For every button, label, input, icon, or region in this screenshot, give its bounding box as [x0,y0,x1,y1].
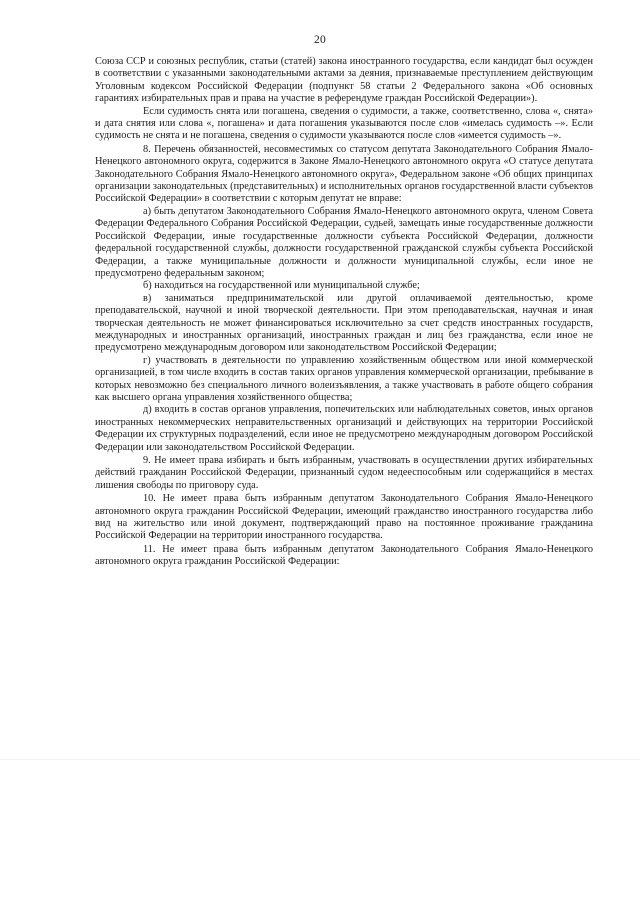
document-body [95,56,593,569]
blank-margin [0,760,640,905]
paragraph-item-8: 8. Перечень обязанностей, несовместимых со статусом депутата Законодательного Собрания Ямало-Ненецкого автономного округа, содержится в Законе Ямало-Ненецкого автономного округа «О статусе депутата Законодательного Собрания Ямало-Ненецкого автономного округа», Федеральном законе «Об общих принципах организации законодательных (представительных) и исполнительных органов государственной власти субъектов Российской Федерации» в соответствии с которым депутат не вправе: [95,143,593,205]
page-number: 20 [313,34,327,46]
paragraph-continuation: Союза ССР и союзных республик, статьи (статей) закона иностранного государства, если кандидат был осужден в соответствии с указанными законодательными актами за деяния, признаваемые преступлением действующим Уголовным кодексом Российской Федерации (подпункт 58 статьи 2 Федерального закона «Об основных гарантиях избирательных прав и права на участие в референдуме граждан Российской Федерации»). [95,56,593,105]
paragraph-item-8g: г) участвовать в деятельности по управлению хозяйственным обществом или иной коммерческой организацией, в том числе входить в состав таких органов управления коммерческой организации, пребывание в которых невозможно без специального личного волеизъявления, а также участвовать в работе общего собрания как высшего органа управления хозяйственного общества; [95,354,593,403]
paragraph-item-8v: в) заниматься предпринимательской или другой оплачиваемой деятельностью, кроме преподавательской, научной и иной творческой деятельности. При этом преподавательская, научная и иная творческая деятельность не может финансироваться исключительно за счет средств иностранных государств, международных и иностранных организаций, иностранных граждан и лиц без гражданства, если иное не предусмотрено международным договором или законодательством Российской Федерации; [95,292,593,354]
paragraph-item-9: 9. Не имеет права избирать и быть избранным, участвовать в осуществлении других избирательных действий гражданин Российской Федерации, признанный судом недееспособным или содержащийся в местах лишения свободы по приговору суда. [95,455,593,491]
paragraph-item-10: 10. Не имеет права быть избранным депутатом Законодательного Собрания Ямало-Ненецкого автономного округа гражданин Российской Федерации, имеющий гражданство иностранного государства либо вид на жительство или иной документ, подтверждающий право на постоянное проживание гражданина Российской Федерации на территории иностранного государства. [95,493,593,542]
paragraph-criminal-record: Если судимость снята или погашена, сведения о судимости, а также, соответственно, слова «, снята» и дата снятия или слова «, погашена» и дата погашения указываются после слов «имелась судимость –». Если судимость не снята и не погашена, сведения о судимости указываются после слов «имеется судимость –». [95,105,593,142]
paragraph-item-8a: а) быть депутатом Законодательного Собрания Ямало-Ненецкого автономного округа, членом Совета Федерации Федерального Собрания Российской Федерации, судьей, замещать иные государственные должности Российской Федерации, иные государственные должности субъекта Российской Федерации, должности федеральной государственной службы, должности государственной гражданской службы субъекта Российской Федерации, а также муниципальные должности и должности муниципальной службы, если иное не предусмотрено федеральным законом; [95,205,593,279]
paragraph-item-11: 11. Не имеет права быть избранным депутатом Законодательного Собрания Ямало-Ненецкого автономного округа гражданин Российской Федерации: [95,543,593,568]
paragraph-item-8d: д) входить в состав органов управления, попечительских или наблюдательных советов, иных органов иностранных некоммерческих неправительственных организаций и действующих на территории Российской Федерации их структурных подразделений, если иное не предусмотрено международным договором Российской Федерации или законодательством Российской Федерации. [95,404,593,453]
paragraph-item-8b: б) находиться на государственной или муниципальной службе; [143,280,420,292]
